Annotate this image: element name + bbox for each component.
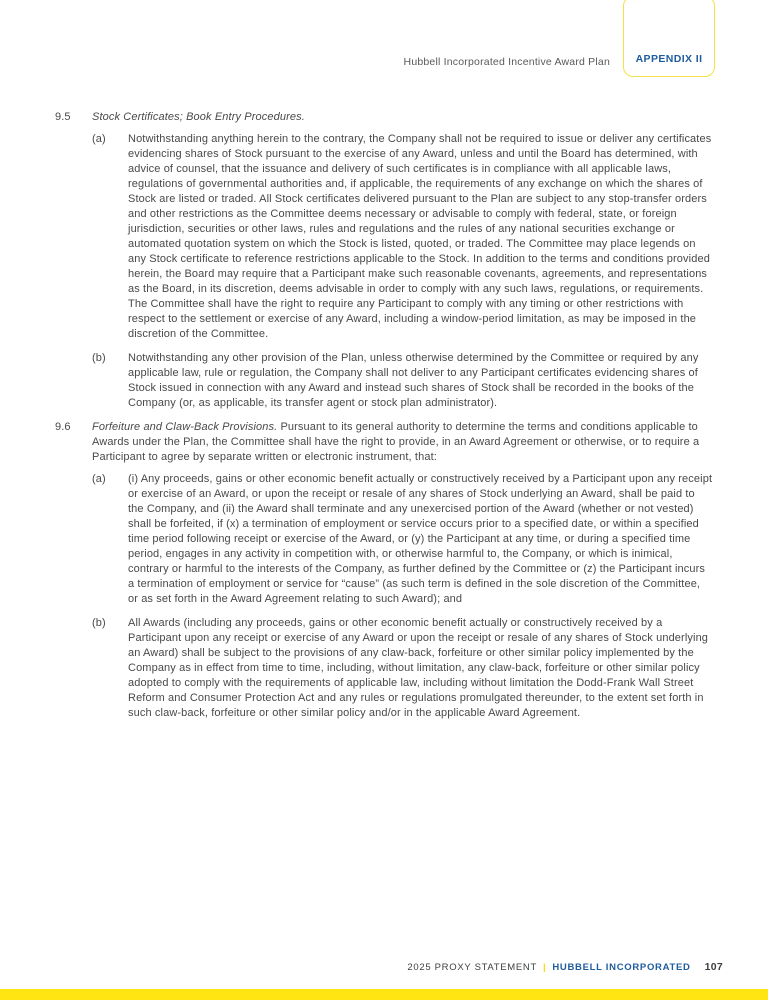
- section-heading-text: [92, 420, 713, 465]
- bottom-accent-bar: [0, 989, 768, 1000]
- section-intro: Pursuant to its general authority to determine the terms and conditions applicable to Awards under the Plan, the Committee shall have the right to provide, in an Award Agreement or otherwise, or to require a Participant to agree by separate written or electronic instrument, that:: [92, 421, 700, 463]
- list-item-text: All Awards (including any proceeds, gains or other economic benefit actually or constructively received by a Participant upon any receipt or exercise of any Award or upon the receipt or resale of any shares of Stock underlying an Award) shall be subject to the provisions of any claw-back, forfeiture or other similar policy implemented by the Company as in effect from time to time, including, without limitation, any claw-back, forfeiture or other similar policy adopted to comply with the requirements of applicable law, including without limitation the Dodd-Frank Wall Street Reform and Consumer Protection Act and any rules or regulations promulgated thereunder, to the extent set forth in such claw-back, forfeiture or other similar policy and/or in the applicable Award Agreement.: [128, 617, 709, 719]
- list-item-marker: (a): [92, 133, 106, 145]
- list-item-text: Notwithstanding anything herein to the contrary, the Company shall not be required to issue or deliver any certificates evidencing shares of Stock pursuant to the exercise of any Award, unless and until the Board has determined, with advice of counsel, that the issuance and delivery of such certificates is in compliance with all applicable laws, regulations of governmental authorities and, if applicable, the requirements of any exchange on which the shares of Stock are listed or traded. All Stock certificates delivered pursuant to the Plan are subject to any stop-transfer orders and other restrictions as the Committee deems necessary or advisable to comply with federal, state, or foreign jurisdiction, securities or other laws, rules and regulations and the rules of any national securities exchange or automated quotation system on which the Stock is listed, quoted, or traded. The Committee may place legends on any Stock certificate to reference restrictions applicable to the Stock. In addition to the terms and conditions provided herein, the Board may require that a Participant make such reasonable covenants, agreements, and representations as the Board, in its discretion, deems advisable in order to comply with any such laws, regulations, or requirements. The Committee shall have the right to require any Participant to comply with any timing or other restrictions with respect to the settlement or exercise of any Award, including a window-period limitation, as may be imposed in the discretion of the Committee.: [128, 133, 712, 340]
- section-9-5: [55, 110, 713, 411]
- list-item: [92, 616, 713, 721]
- section-heading-text: [92, 110, 713, 125]
- footer-separator: |: [543, 962, 547, 973]
- section-9-6: [55, 420, 713, 721]
- section-title: Stock Certificates; Book Entry Procedures.: [92, 111, 305, 123]
- list-item-marker: (b): [92, 352, 106, 364]
- section-9-5-heading: [55, 110, 713, 125]
- list-item-text: Notwithstanding any other provision of the Plan, unless otherwise determined by the Committee or required by any applicable law, rule or regulation, the Company shall not deliver to any Participant certificates evidencing shares of Stock issued in connection with any Award and instead such shares of Stock shall be recorded in the books of the Company (or, as applicable, its transfer agent or stock plan administrator).: [128, 352, 699, 409]
- section-9-6-heading: [55, 420, 713, 465]
- section-number: 9.6: [55, 421, 71, 433]
- footer-brand: HUBBELL INCORPORATED: [552, 962, 691, 973]
- list-item: [92, 351, 713, 411]
- section-number: 9.5: [55, 111, 71, 123]
- list-item: [92, 132, 713, 342]
- list-item-text: (i) Any proceeds, gains or other economic benefit actually or constructively received by a Participant upon any receipt or exercise of an Award, or upon the receipt or resale of any shares of Stock underlying an Award, shall be paid to the Company, and (ii) the Award shall terminate and any unexercised portion of the Award (whether or not vested) shall be forfeited, if (x) a termination of employment or service occurs prior to a specified date, or within a specified time period following receipt or exercise of the Award, or (y) the Participant at any time, or during a specified time period, engages in any activity in competition with, or otherwise harmful to, the Company, or which is inimical, contrary or harmful to the interests of the Company, as further defined by the Committee or (z) the Participant incurs a termination of employment or service for “cause” (as such term is defined in the sole discretion of the Committee, or as set forth in the Award Agreement relating to such Award); and: [128, 473, 713, 605]
- page-number: 107: [704, 961, 723, 973]
- section-title: Forfeiture and Claw-Back Provisions.: [92, 421, 278, 433]
- footer-statement: 2025 PROXY STATEMENT: [407, 962, 537, 973]
- list-item-marker: (b): [92, 617, 106, 629]
- list-item: [92, 472, 713, 607]
- appendix-label: APPENDIX II: [635, 53, 703, 65]
- page-footer: [407, 961, 723, 973]
- running-header-title: Hubbell Incorporated Incentive Award Plan: [403, 56, 610, 68]
- list-item-marker: (a): [92, 473, 106, 485]
- document-content: [55, 110, 713, 730]
- appendix-tab: [623, 0, 715, 77]
